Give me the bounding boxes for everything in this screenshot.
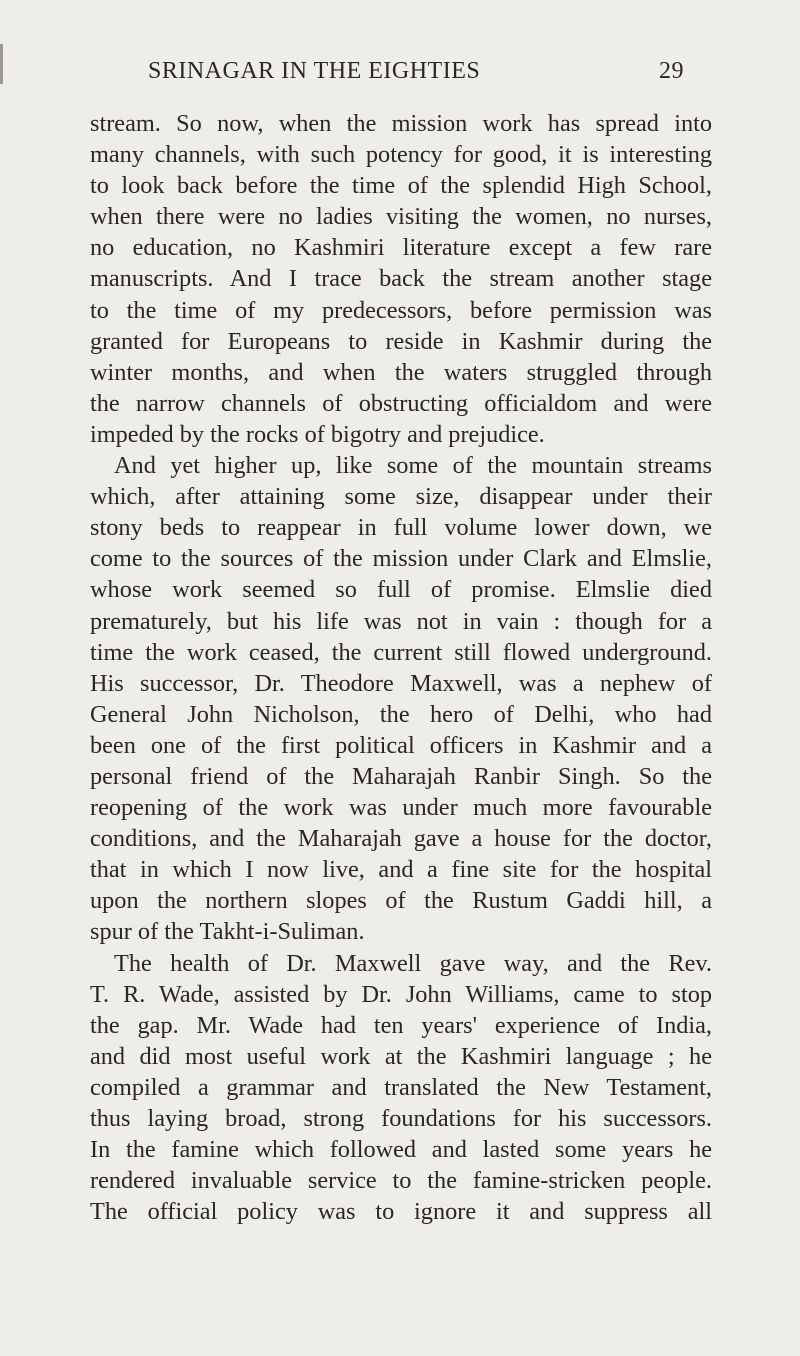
text-line: when there were no ladies visiting the women, no nurses,: [90, 203, 712, 231]
text-line: personal friend of the Maharajah Ranbir Singh. So the: [90, 762, 712, 790]
running-head: SRINAGAR IN THE EIGHTIES: [148, 58, 481, 84]
text-line: granted for Europeans to reside in Kashmir during the: [90, 327, 712, 355]
page-number: 29: [659, 58, 684, 84]
page-header: [148, 58, 684, 92]
text-line: spur of the Takht-i-Suliman.: [90, 918, 365, 946]
text-line: upon the northern slopes of the Rustum Gaddi hill, a: [90, 887, 712, 915]
text-line: The official policy was to ignore it and suppress all: [90, 1198, 712, 1226]
text-line: winter months, and when the waters struggled through: [90, 358, 712, 386]
text-line: manuscripts. And I trace back the stream another stage: [90, 265, 712, 293]
text-line: And yet higher up, like some of the mountain streams: [114, 452, 712, 480]
text-line: stream. So now, when the mission work has spread into: [90, 110, 712, 137]
text-line: reopening of the work was under much more favourable: [90, 794, 712, 822]
text-line: been one of the first political officers in Kashmir and a: [90, 731, 712, 759]
text-line: the narrow channels of obstructing officialdom and were: [90, 389, 712, 417]
text-line: to the time of my predecessors, before permission was: [90, 296, 712, 324]
text-line: In the famine which followed and lasted some years he: [90, 1136, 712, 1164]
text-line: thus laying broad, strong foundations for his successors.: [90, 1105, 712, 1132]
text-line: stony beds to reappear in full volume lower down, we: [90, 514, 712, 542]
text-line: conditions, and the Maharajah gave a house for the doctor,: [90, 825, 712, 853]
text-line: many channels, with such potency for good, it is interesting: [90, 141, 712, 169]
text-line: rendered invaluable service to the famine-stricken people.: [90, 1167, 712, 1195]
text-line: compiled a grammar and translated the New Testament,: [90, 1073, 712, 1101]
text-line: the gap. Mr. Wade had ten years' experience of India,: [90, 1011, 712, 1039]
text-line: prematurely, but his life was not in vain : though for a: [90, 607, 712, 635]
text-line: which, after attaining some size, disappear under their: [90, 483, 712, 511]
text-line: General John Nicholson, the hero of Delhi, who had: [90, 700, 712, 728]
text-line: and did most useful work at the Kashmiri language ; he: [90, 1042, 712, 1070]
text-line: to look back before the time of the splendid High School,: [90, 172, 712, 200]
text-line: that in which I now live, and a fine site for the hospital: [90, 856, 712, 884]
text-line: no education, no Kashmiri literature except a few rare: [90, 234, 712, 262]
text-line: come to the sources of the mission under Clark and Elmslie,: [90, 545, 712, 573]
text-line: impeded by the rocks of bigotry and prejudice.: [90, 420, 545, 448]
text-line: whose work seemed so full of promise. Elmslie died: [90, 576, 712, 604]
text-line: The health of Dr. Maxwell gave way, and the Rev.: [114, 949, 712, 977]
text-line: T. R. Wade, assisted by Dr. John Williams, came to stop: [90, 980, 712, 1008]
page-edge-line: [0, 44, 3, 84]
text-line: His successor, Dr. Theodore Maxwell, was a nephew of: [90, 669, 712, 697]
body-text: [90, 108, 712, 1227]
text-line: time the work ceased, the current still flowed underground.: [90, 638, 712, 666]
